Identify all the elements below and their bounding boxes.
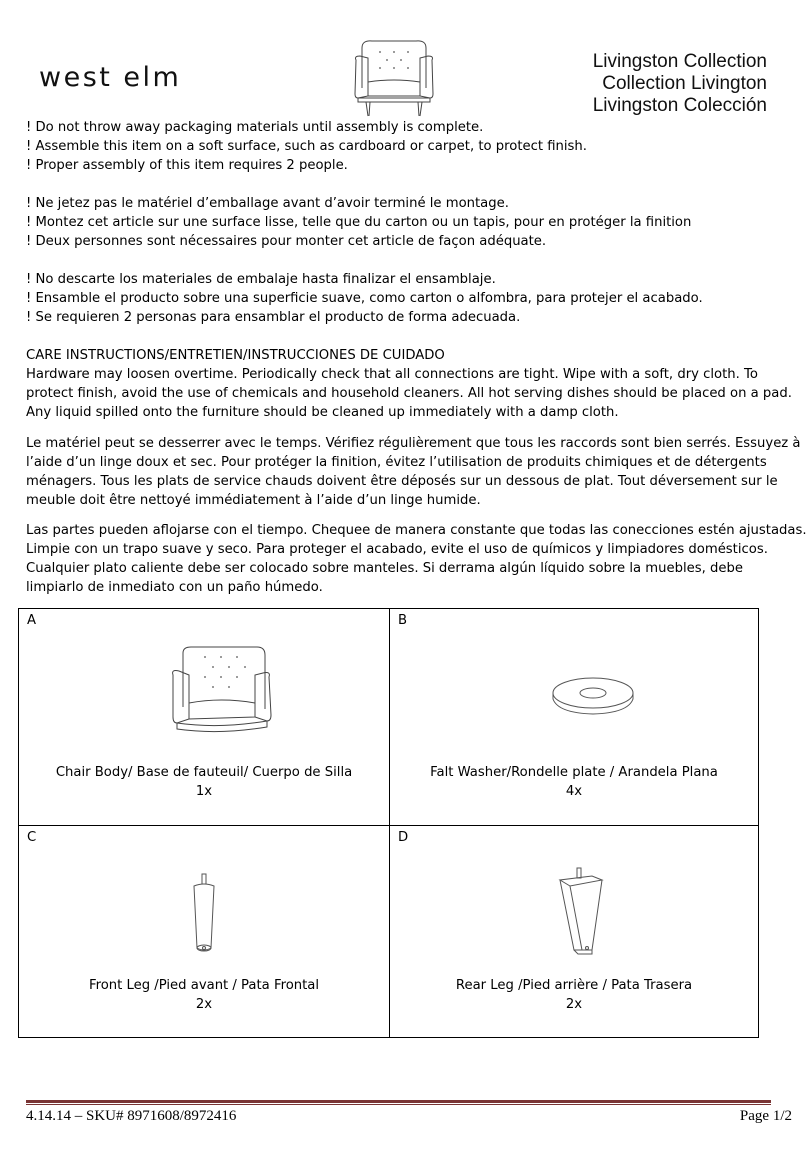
footer-rule	[26, 1100, 771, 1103]
part-name: Front Leg /Pied avant / Pata Frontal	[88, 978, 320, 993]
warning-line: ! Montez cet article sur une surface lisse, telle que du carton ou un tapis, pour en protéger la finition	[26, 215, 692, 231]
armchair-icon	[352, 38, 436, 118]
parts-table	[18, 608, 759, 1038]
care-line: limpiarlo de inmediato con un paño húmedo.	[26, 580, 323, 596]
collection-line-es: Livingston Colección	[592, 95, 767, 116]
care-line: Limpie con un trapo suave y seco. Para proteger el acabado, evite el uso de químicos y limpiadores domésticos.	[26, 542, 768, 558]
part-quantity: 1x	[195, 784, 213, 799]
warnings-spanish	[26, 270, 776, 327]
care-line: protect finish, avoid the use of chemicals and household cleaners. All hot serving dishes should be placed on a pad.	[26, 386, 792, 402]
part-name: Rear Leg /Pied arrière / Pata Trasera	[455, 978, 693, 993]
warning-line: ! Se requieren 2 personas para ensamblar el producto de forma adecuada.	[26, 310, 521, 326]
care-spanish	[26, 521, 807, 597]
part-cell-d	[390, 826, 758, 1037]
care-line: Le matériel peut se desserrer avec le temps. Vérifiez régulièrement que tous les raccords sont bien serrés. Essuyez à	[26, 436, 801, 451]
warnings-english	[26, 118, 776, 175]
care-heading: CARE INSTRUCTIONS/ENTRETIEN/INSTRUCCIONES DE CUIDADO	[26, 348, 445, 363]
front-leg-icon	[189, 872, 219, 958]
part-cell-c	[19, 826, 389, 1037]
collection-title	[593, 51, 767, 117]
care-line: l’aide d’un linge doux et sec. Pour protéger la finition, évitez l’utilisation de produits chimiques et de détergents	[26, 455, 767, 471]
care-french	[26, 434, 801, 510]
warning-line: ! Assemble this item on a soft surface, such as cardboard or carpet, to protect finish.	[26, 139, 587, 155]
chair-body-icon	[169, 645, 273, 733]
collection-line-fr: Collection Livington	[602, 73, 767, 94]
care-line: meuble doit être nettoyé immédiatement à l’aide d’un linge humide.	[26, 493, 481, 509]
warning-line: ! No descarte los materiales de embalaje hasta finalizar el ensamblaje.	[26, 272, 496, 287]
collection-line-en: Livingston Collection	[592, 51, 767, 72]
part-quantity: 2x	[195, 997, 213, 1012]
care-line: Any liquid spilled onto the furniture should be cleaned up immediately with a damp cloth.	[26, 405, 619, 421]
warning-line: ! Ensamble el producto sobre una superficie suave, como carton o alfombra, para protejer el acabado.	[26, 291, 703, 307]
care-english	[26, 346, 792, 422]
footer-rule-thin	[26, 1104, 771, 1105]
page-number: Page 1/2	[739, 1108, 792, 1124]
warnings-french	[26, 194, 776, 251]
part-name: Falt Washer/Rondelle plate / Arandela Plana	[430, 765, 718, 780]
part-cell-b	[390, 609, 758, 825]
part-cell-a	[19, 609, 389, 825]
footer-sku: 4.14.14 – SKU# 8971608/8972416	[26, 1108, 237, 1124]
part-name: Chair Body/ Base de fauteuil/ Cuerpo de Silla	[55, 765, 353, 780]
warning-line: ! Do not throw away packaging materials until assembly is complete.	[26, 120, 484, 135]
warning-line: ! Deux personnes sont nécessaires pour monter cet article de façon adéquate.	[26, 234, 547, 250]
part-quantity: 2x	[565, 997, 583, 1012]
flat-washer-icon	[550, 675, 636, 719]
part-letter: D	[398, 830, 409, 845]
part-letter: A	[27, 613, 37, 628]
warning-line: ! Ne jetez pas le matériel d’emballage avant d’avoir terminé le montage.	[26, 196, 509, 211]
part-letter: C	[27, 830, 37, 845]
care-line: Cualquier plato caliente debe ser colocado sobre manteles. Si derrama algún líquido sobre la muebles, debe	[26, 561, 743, 577]
care-line: Las partes pueden aflojarse con el tiempo. Chequee de manera constante que todas las conecciones estén ajustadas.	[26, 523, 807, 538]
warning-line: ! Proper assembly of this item requires 2 people.	[26, 158, 348, 174]
brand-logo: west elm	[39, 62, 182, 93]
care-line: Hardware may loosen overtime. Periodically check that all connections are tight. Wipe with a soft, dry cloth. To	[26, 367, 758, 383]
part-letter: B	[398, 613, 408, 628]
part-quantity: 4x	[565, 784, 583, 799]
care-line: ménagers. Tous les plats de service chauds doivent être déposés sur un dessous de plat. Tout déversement sur le	[26, 474, 778, 490]
rear-leg-icon	[556, 866, 606, 958]
